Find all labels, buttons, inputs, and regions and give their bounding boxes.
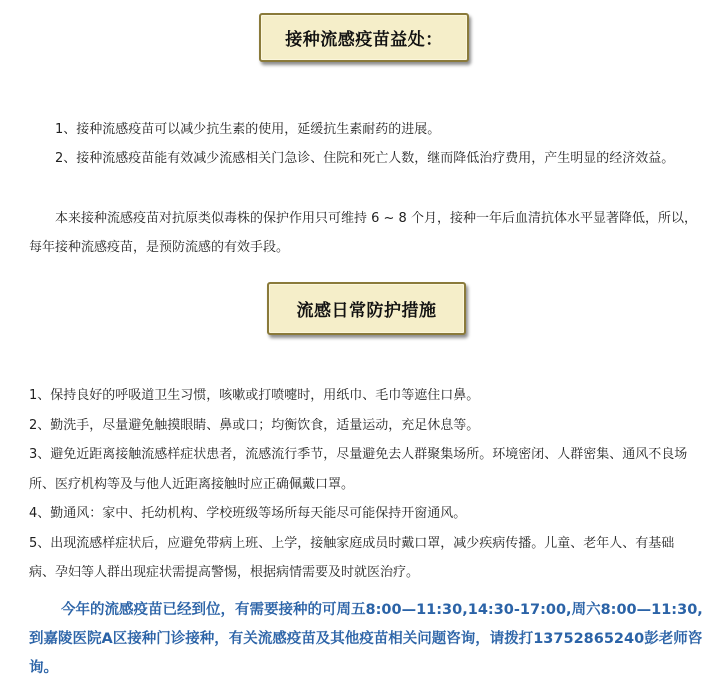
list-item: 3、避免近距离接触流感样症状患者，流感流行季节，尽量避免去人群聚集场所。环境密闭、人群密集、通风不良场所、医疗机构等及与他人近距离接触时应正确佩戴口罩。	[29, 447, 688, 492]
vaccination-notice: 今年的流感疫苗已经到位，有需要接种的可周五8:00—11:30,14:30-17:00,周六8:00—11:30,到嘉陵医院A区接种门诊接种，有关流感疫苗及其他疫苗相关问题咨询，请拨打13752865240彭老师咨询。	[29, 602, 703, 676]
benefit-paragraph-2: 2、接种流感疫苗能有效减少流感相关门急诊、住院和死亡人数，继而降低治疗费用，产生明显的经济效益。	[55, 151, 675, 166]
benefit-paragraph-3: 本来接种流感疫苗对抗原类似毒株的保护作用只可维持 6 ~ 8 个月，接种一年后血清抗体水平显著降低，所以，每年接种流感疫苗，是预防流感的有效手段。	[29, 211, 697, 255]
protection-measures-list	[29, 381, 699, 588]
heading-vaccine-benefits	[259, 13, 469, 62]
list-item: 2、勤洗手，尽量避免触摸眼睛、鼻或口；均衡饮食，适量运动，充足休息等。	[29, 417, 480, 433]
list-item: 5、出现流感样症状后，应避免带病上班、上学，接触家庭成员时戴口罩，减少疾病传播。儿童、老年人、有基础病、孕妇等人群出现症状需提高警惕，根据病情需要及时就医治疗。	[29, 535, 675, 580]
benefit-paragraph-1: 1、接种流感疫苗可以减少抗生素的使用，延缓抗生素耐药的进展。	[55, 122, 441, 137]
heading-vaccine-benefits-text: 接种流感疫苗益处：	[285, 30, 443, 50]
heading-daily-protection-text: 流感日常防护措施	[296, 301, 437, 321]
list-item: 1、保持良好的呼吸道卫生习惯，咳嗽或打喷嚏时，用纸巾、毛巾等遮住口鼻。	[29, 388, 480, 403]
heading-daily-protection	[267, 282, 466, 335]
list-item: 4、勤通风：家中、托幼机构、学校班级等场所每天能尽可能保持开窗通风。	[29, 506, 467, 521]
